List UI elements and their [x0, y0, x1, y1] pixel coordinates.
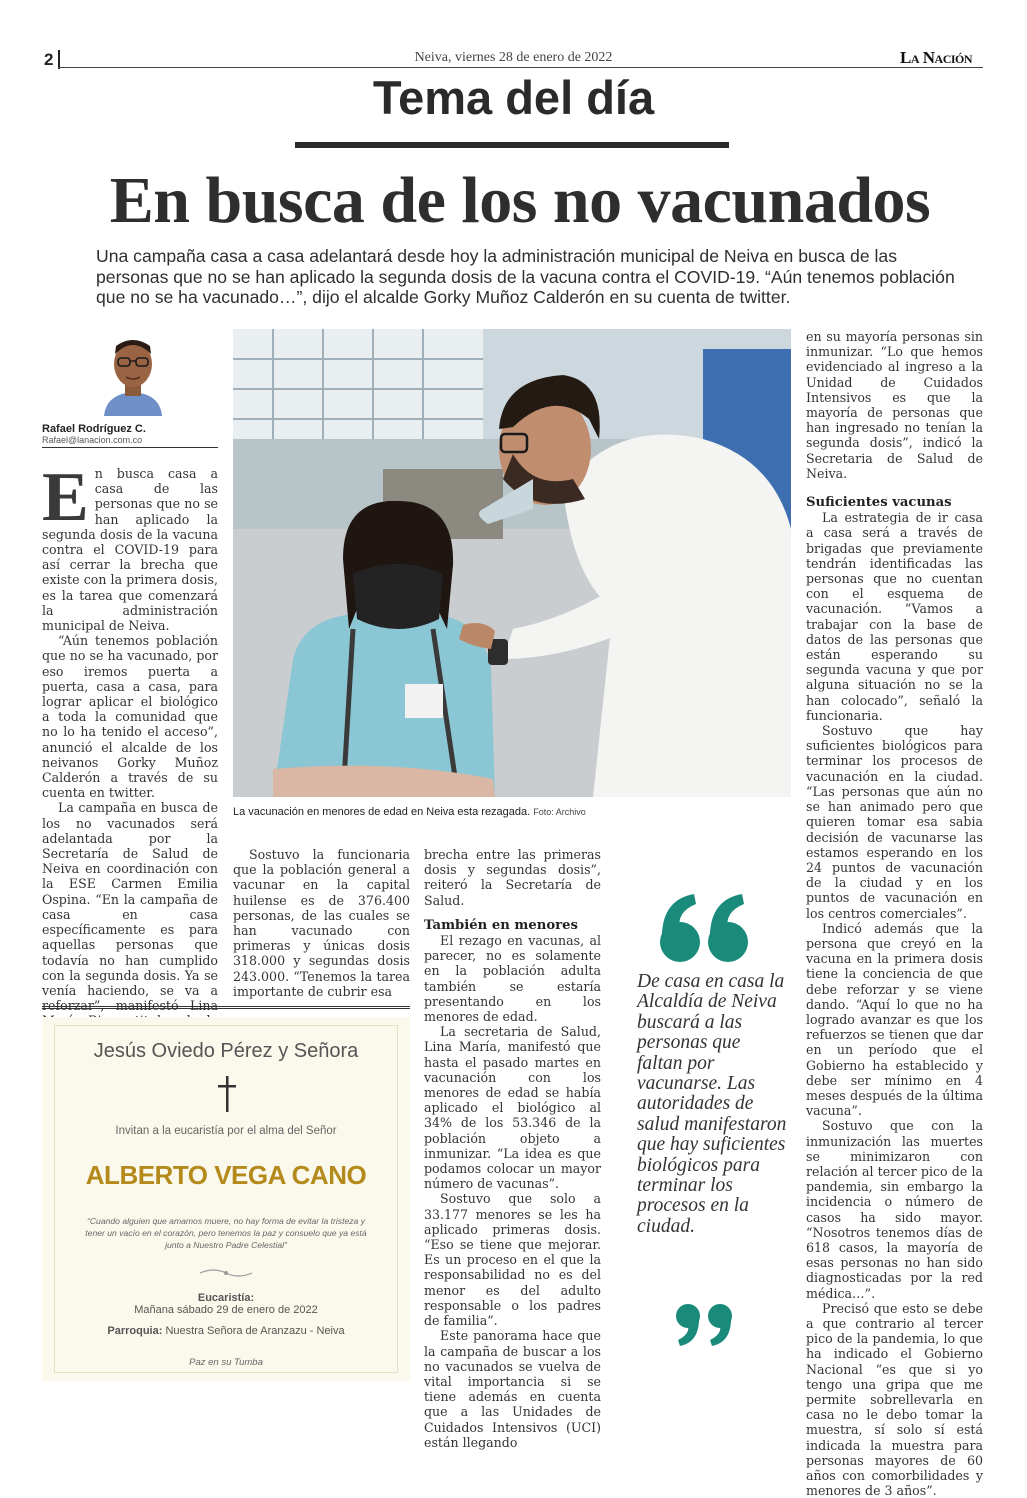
- ornament-icon: [196, 1266, 256, 1280]
- page-number: 2: [44, 50, 54, 69]
- article-paragraph: en su mayoría personas sin inmunizar. “Lo que hemos evidenciado al ingreso a la Unidad de Cuidados Intensivos es que la mayoría de personas que han ingresado no tenían la segunda dosis”, indicó la Secretaria de Salud de Neiva.: [806, 329, 983, 481]
- article-paragraph: Indicó además que la persona que creyó en la vacuna en la primera dosis tiene la conciencia de que debe reforzar y se viene dando. “Aquí lo que no ha logrado avanzar es que los refuerzos se tienen que dar en un período que el Gobierno ha establecido y debe ser mínimo en 4 meses después de la última vacuna”.: [806, 920, 983, 1119]
- cross-icon: [216, 1076, 238, 1112]
- parish-value: Nuestra Señora de Aranzazu - Neiva: [165, 1325, 345, 1337]
- author-email[interactable]: Rafael@lanacion.com.co: [42, 435, 143, 445]
- article-headline: En busca de los no vacunados: [109, 164, 931, 237]
- article-paragraph: La estrategia de ir casa a casa será a través de brigadas que previamente tendrán identificadas las personas que no cuentan con el esquema de vacunación. “Vamos a trabajar con la base de datos de las personas que están esperando su segunda vacuna y que por alguna situación no se la han colocado”, señaló la funcionaria.: [806, 510, 983, 723]
- article-column-2: [233, 847, 410, 999]
- header-rule: [58, 67, 983, 68]
- article-paragraph: Sostuvo que solo a 33.177 menores se les ha aplicado primeras dosis. “Eso se tiene que mejorar. Es un proceso en el que la responsabilidad no es del menor es del adulto responsable o los padres de familia”.: [424, 1191, 601, 1329]
- author-avatar: [100, 332, 166, 416]
- article-paragraph: brecha entre las primeras dosis y segundas dosis”, reiteró la Secretaría de Salud.: [424, 847, 601, 908]
- article-column-3: [424, 847, 601, 1450]
- photo-credit: Foto: Archivo: [533, 807, 586, 817]
- photo-caption: [233, 806, 793, 818]
- eucharist-label: Eucaristía:: [197, 1292, 255, 1304]
- article-lead: Una campaña casa a casa adelantará desde hoy la administración municipal de Neiva en busca de las personas que no se han aplicado la segunda dosis de la vacuna contra el COVID-19. “Aún tenemos población que no se ha vacunado…”, dijo el alcalde Gorky Muñoz Calderón en su cuenta de twitter.: [96, 246, 955, 307]
- subheading: Suficientes vacunas: [806, 495, 952, 511]
- obituary-rule: [42, 1006, 410, 1009]
- article-column-4: [806, 329, 983, 1498]
- article-column-1: [42, 459, 218, 1044]
- author-rule: [42, 447, 218, 448]
- article-paragraph: El rezago en vacunas, al parecer, no es solamente en la población adulta también se estaría presentando en los menores de edad.: [424, 933, 601, 1025]
- section-title: Tema del día: [372, 71, 655, 124]
- subheading: También en menores: [424, 917, 578, 933]
- newspaper-brand: La Nación: [900, 48, 973, 67]
- caption-text: La vacunación en menores de edad en Neiva esta rezagada.: [233, 806, 531, 818]
- article-paragraph: Este panorama hace que la campaña de buscar a los no vacunados se vuelva de vital importancia si se tiene además en cuenta que a las Unidades de Cuidados Intensivos (UCI) están llegando: [424, 1328, 601, 1450]
- article-paragraph: “Aún tenemos población que no se ha vacunado, por eso iremos puerta a puerta, casa a casa, para lograr aplicar el biológico a toda la comunidad que no lo ha tenido el acceso”, anunció el alcalde de los neivanos Gorky Muñoz Calderón a través de su cuenta en twitter.: [42, 633, 218, 801]
- issue-date: Neiva, viernes 28 de enero de 2022: [414, 50, 613, 65]
- vaccination-photo: [233, 329, 791, 797]
- article-paragraph: La campaña en busca de los no vacunados será adelantada por la Secretaría de Salud de Neiva en coordinación con la ESE Carmen Emilia Ospina. “En la campaña de casa en casa específicamente es para aquellas personas que todavía no han cumplido con la segunda dosis. Ya se venía haciendo, se va a reforzar”, manifestó Lina: [42, 800, 218, 1014]
- paragraph-text: n busca casa a casa de las personas que no se han aplicado la segunda dosis de la vacuna contra el COVID-19 para así cerrar la brecha que existe con la primera dosis, es la tarea que comenzará la administración municipal de Neiva.: [42, 466, 218, 634]
- article-paragraph: La secretaria de Salud, Lina María, manifestó que hasta el pasado martes en vacunación con los menores de edad se había aplicado el biológico al 34% de los 53.346 de la población objeto a inmunizar. “La idea es que podamos colocar un mayor número de vacunas”.: [424, 1024, 601, 1192]
- section-underline: [295, 142, 729, 148]
- article-paragraph: Precisó que esto se debe a que contrario al tercer pico de la pandemia, lo que ha indicado el Gobierno Nacional “es que si yo tengo una gripa que me permite sobrellevarla en casa no le debo tomar la muestra, sí solo sí está indicada la muestra para personas mayores de 60 años con comorbilidades y menores de 3 años”.: [806, 1300, 983, 1498]
- parish-line: [42, 1325, 410, 1337]
- obituary-invitation: Invitan a la eucaristía por el alma del Señor: [115, 1125, 337, 1137]
- author-name: Rafael Rodríguez C.: [42, 423, 146, 435]
- article-paragraph: [42, 459, 218, 634]
- article-paragraph: Sostuvo que con la inmunización las muertes se minimizaron con relación al tercer pico de la pandemia, sin embargo la incidencia o número de casos ha sido mayor. “Nosotros tenemos días de 618 casos, la mayoría de esas personas no han sido diagnosticadas por la red médica…”.: [806, 1118, 983, 1301]
- article-paragraph: Sostuvo la funcionaria que la población general a vacunar en la capital huilense es de 376.400 personas, de las cuales se han vacunado con primeras y únicas dosis 318.000 y segundas dosis 243.000. “Tenemos la tarea importante de cubrir esa: [233, 847, 410, 999]
- close-quote-icon: [670, 1300, 740, 1350]
- parish-label: Parroquia:: [107, 1325, 163, 1337]
- pull-quote: De casa en casa la Alcaldía de Neiva buscará a las personas que faltan por vacunarse. Las autoridades de salud manifestaron que hay suficientes biológicos para terminar los procesos en la ciudad.: [637, 971, 787, 1237]
- obituary-verse: “Cuando alguien que amamos muere, no hay forma de evitar la tristeza y tener un vacío en el corazón, pero tenemos la paz y consuelo que ya está junto a Nuestro Padre Celestial”: [85, 1216, 367, 1250]
- obituary-family: Jesús Oviedo Pérez y Señora: [93, 1040, 359, 1062]
- drop-cap: E: [42, 459, 89, 536]
- obituary-deceased-name: ALBERTO VEGA CANO: [85, 1160, 367, 1190]
- obituary-closing: Paz en su Tumba: [189, 1357, 263, 1368]
- article-paragraph: Sostuvo que hay suficientes biológicos para terminar los procesos de vacunación en la ciudad. “Las personas que aún no se han animado pero que quieren tomar esa sabia decisión de vacunarse las estamos esperando en los 24 puntos de vacunación de la ciudad y en los puntos de vacunación en los centros comerciales”.: [806, 723, 983, 921]
- open-quote-icon: [650, 880, 760, 970]
- eucharist-date: Mañana sábado 29 de enero de 2022: [134, 1304, 318, 1316]
